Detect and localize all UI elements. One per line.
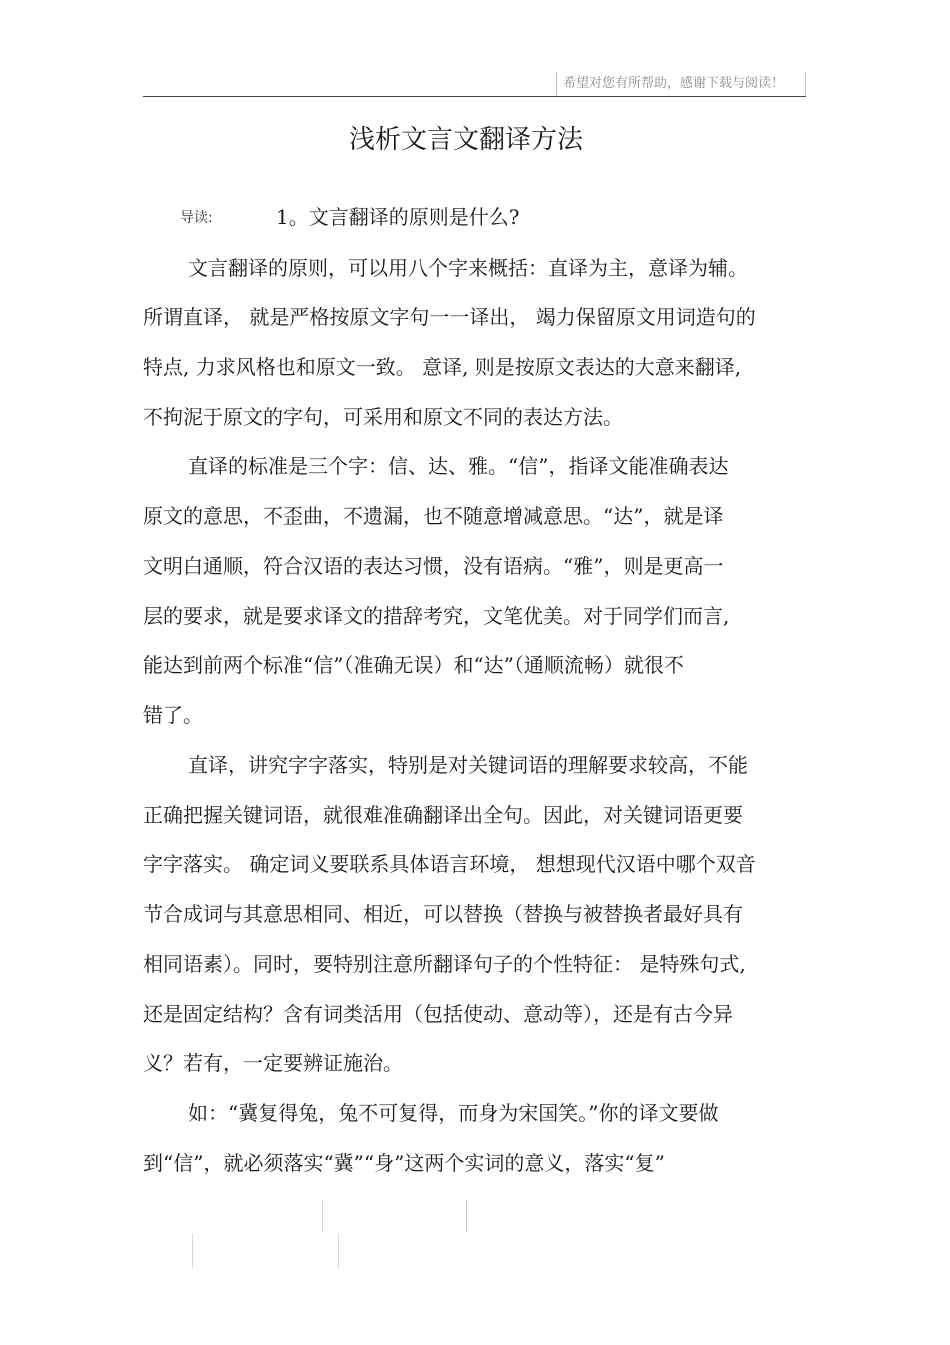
body-line: 错了。 bbox=[143, 703, 203, 727]
body-line: 直译，讲究字字落实，特别是对关键词语的理解要求较高，不能 bbox=[188, 753, 748, 777]
body-line: 所谓直译， 就是严格按原文字句一一译出， 竭力保留原文用词造句的 bbox=[143, 305, 756, 329]
body-line: 文明白通顺，符合汉语的表达习惯，没有语病。“雅”，则是更高一 bbox=[143, 554, 724, 578]
document-title: 浅析文言文翻译方法 bbox=[348, 125, 583, 155]
header-note: 希望对您有所帮助，感谢下载与阅读！ bbox=[556, 72, 806, 96]
body-line: 到“信”，就必须落实“冀”“身”这两个实词的意义，落实“复” bbox=[143, 1151, 665, 1175]
body-line: 特点, 力求风格也和原文一致。 意译, 则是按原文表达的大意来翻译, bbox=[143, 355, 742, 379]
body-line: 能达到前两个标准“信”（准确无误）和“达”（通顺流畅）就很不 bbox=[143, 653, 684, 677]
body-line: 层的要求，就是要求译文的措辞考究，文笔优美。对于同学们而言, bbox=[143, 604, 730, 628]
body-line: 还是固定结构？含有词类活用（包括使动、意动等），还是有古今异 bbox=[143, 1002, 733, 1026]
body-line: 字字落实。 确定词义要联系具体语言环境， 想想现代汉语中哪个双音 bbox=[143, 852, 756, 876]
lead-label: 导读: bbox=[180, 210, 213, 226]
body-line: 如：“冀复得兔，兔不可复得，而身为宋国笑。”你的译文要做 bbox=[188, 1101, 719, 1125]
scan-artifact-line bbox=[466, 1200, 467, 1232]
body-line: 正确把握关键词语，就很难准确翻译出全句。因此，对关键词语更要 bbox=[143, 803, 743, 827]
body-line: 节合成词与其意思相同、相近，可以替换（替换与被替换者最好具有 bbox=[143, 902, 743, 926]
body-line: 相同语素）。同时，要特别注意所翻译句子的个性特征： 是特殊句式, bbox=[143, 952, 746, 976]
body-line: 义？若有，一定要辨证施治。 bbox=[143, 1051, 403, 1075]
scan-artifact-line bbox=[322, 1200, 323, 1232]
lead-question: 1。文言翻译的原则是什么? bbox=[276, 205, 520, 229]
body-line: 原文的意思，不歪曲，不遗漏，也不随意增减意思。“达”，就是译 bbox=[143, 504, 724, 528]
scan-artifact-line bbox=[192, 1234, 193, 1268]
body-line: 不拘泥于原文的字句，可采用和原文不同的表达方法。 bbox=[143, 405, 623, 429]
scan-artifact-line bbox=[338, 1234, 339, 1268]
body-line: 文言翻译的原则，可以用八个字来概括：直译为主，意译为辅。 bbox=[188, 256, 748, 280]
header-rule bbox=[143, 96, 806, 97]
body-line: 直译的标准是三个字：信、达、雅。“信”，指译文能准确表达 bbox=[188, 454, 729, 478]
